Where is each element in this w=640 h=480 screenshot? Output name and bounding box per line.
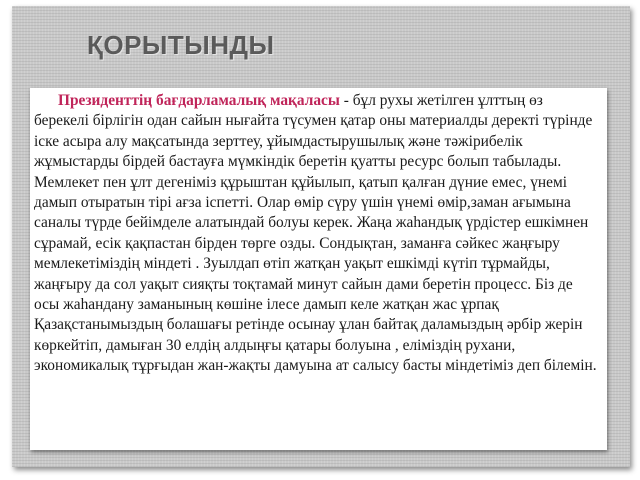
paragraph-1-text: - бұл рухы жетілген ұлттың өз берекелі бірлігін одан сайын нығайта түсумен қатар оны материалды деректі түрінде іске асыра алу мақсатында зерттеу, ұйымдастырушылық және тәжірибелік жұмыстарды бірдей бастауға мүмкіндік беретін қуатты ресурс болып табылады. [34, 92, 593, 171]
paragraph-2: Мемлекет пен ұлт дегеніміз құрыштан құйылып, қатып қалған дүние емес, үнемі дамып отыратын тірі ағза іспетті. Олар өмір сүру үшін үнемі өмір,заман ағымына саналы түрде бейімделе алатындай болуы керек. Жаңа жаһандық үрдістер ешкімнен сұрамай, есік қақпастан бірден төрге озды. Сондықтан, заманға сәйкес жаңғыру мемлекетіміздің міндеті . Зуылдап өтіп жатқан уақыт ешкімді күтіп тұрмайды, жаңғыру да сол уақыт сияқты тоқтамай минут сайын дами беретін процесс. Біз де осы жаһандану заманының көшіне ілесе дамып келе жатқан жас ұрпақ Қазақстанымыздың болашағы ретінде осынау ұлан байтақ даламыздың әрбір жерін көркейтіп, дамыған 30 елдің алдыңғы қатары болуына , еліміздің рухани, экономикалық тұрғыдан жан-жақты дамуына ат салысу басты міндетіміз деп білемін. [34, 173, 597, 375]
paragraph-1 [34, 91, 601, 173]
slide-title: ҚОРЫТЫНДЫ [87, 30, 275, 60]
content-text-box [30, 88, 607, 450]
highlighted-phrase: Президенттің бағдарламалық мақаласы [58, 92, 340, 109]
